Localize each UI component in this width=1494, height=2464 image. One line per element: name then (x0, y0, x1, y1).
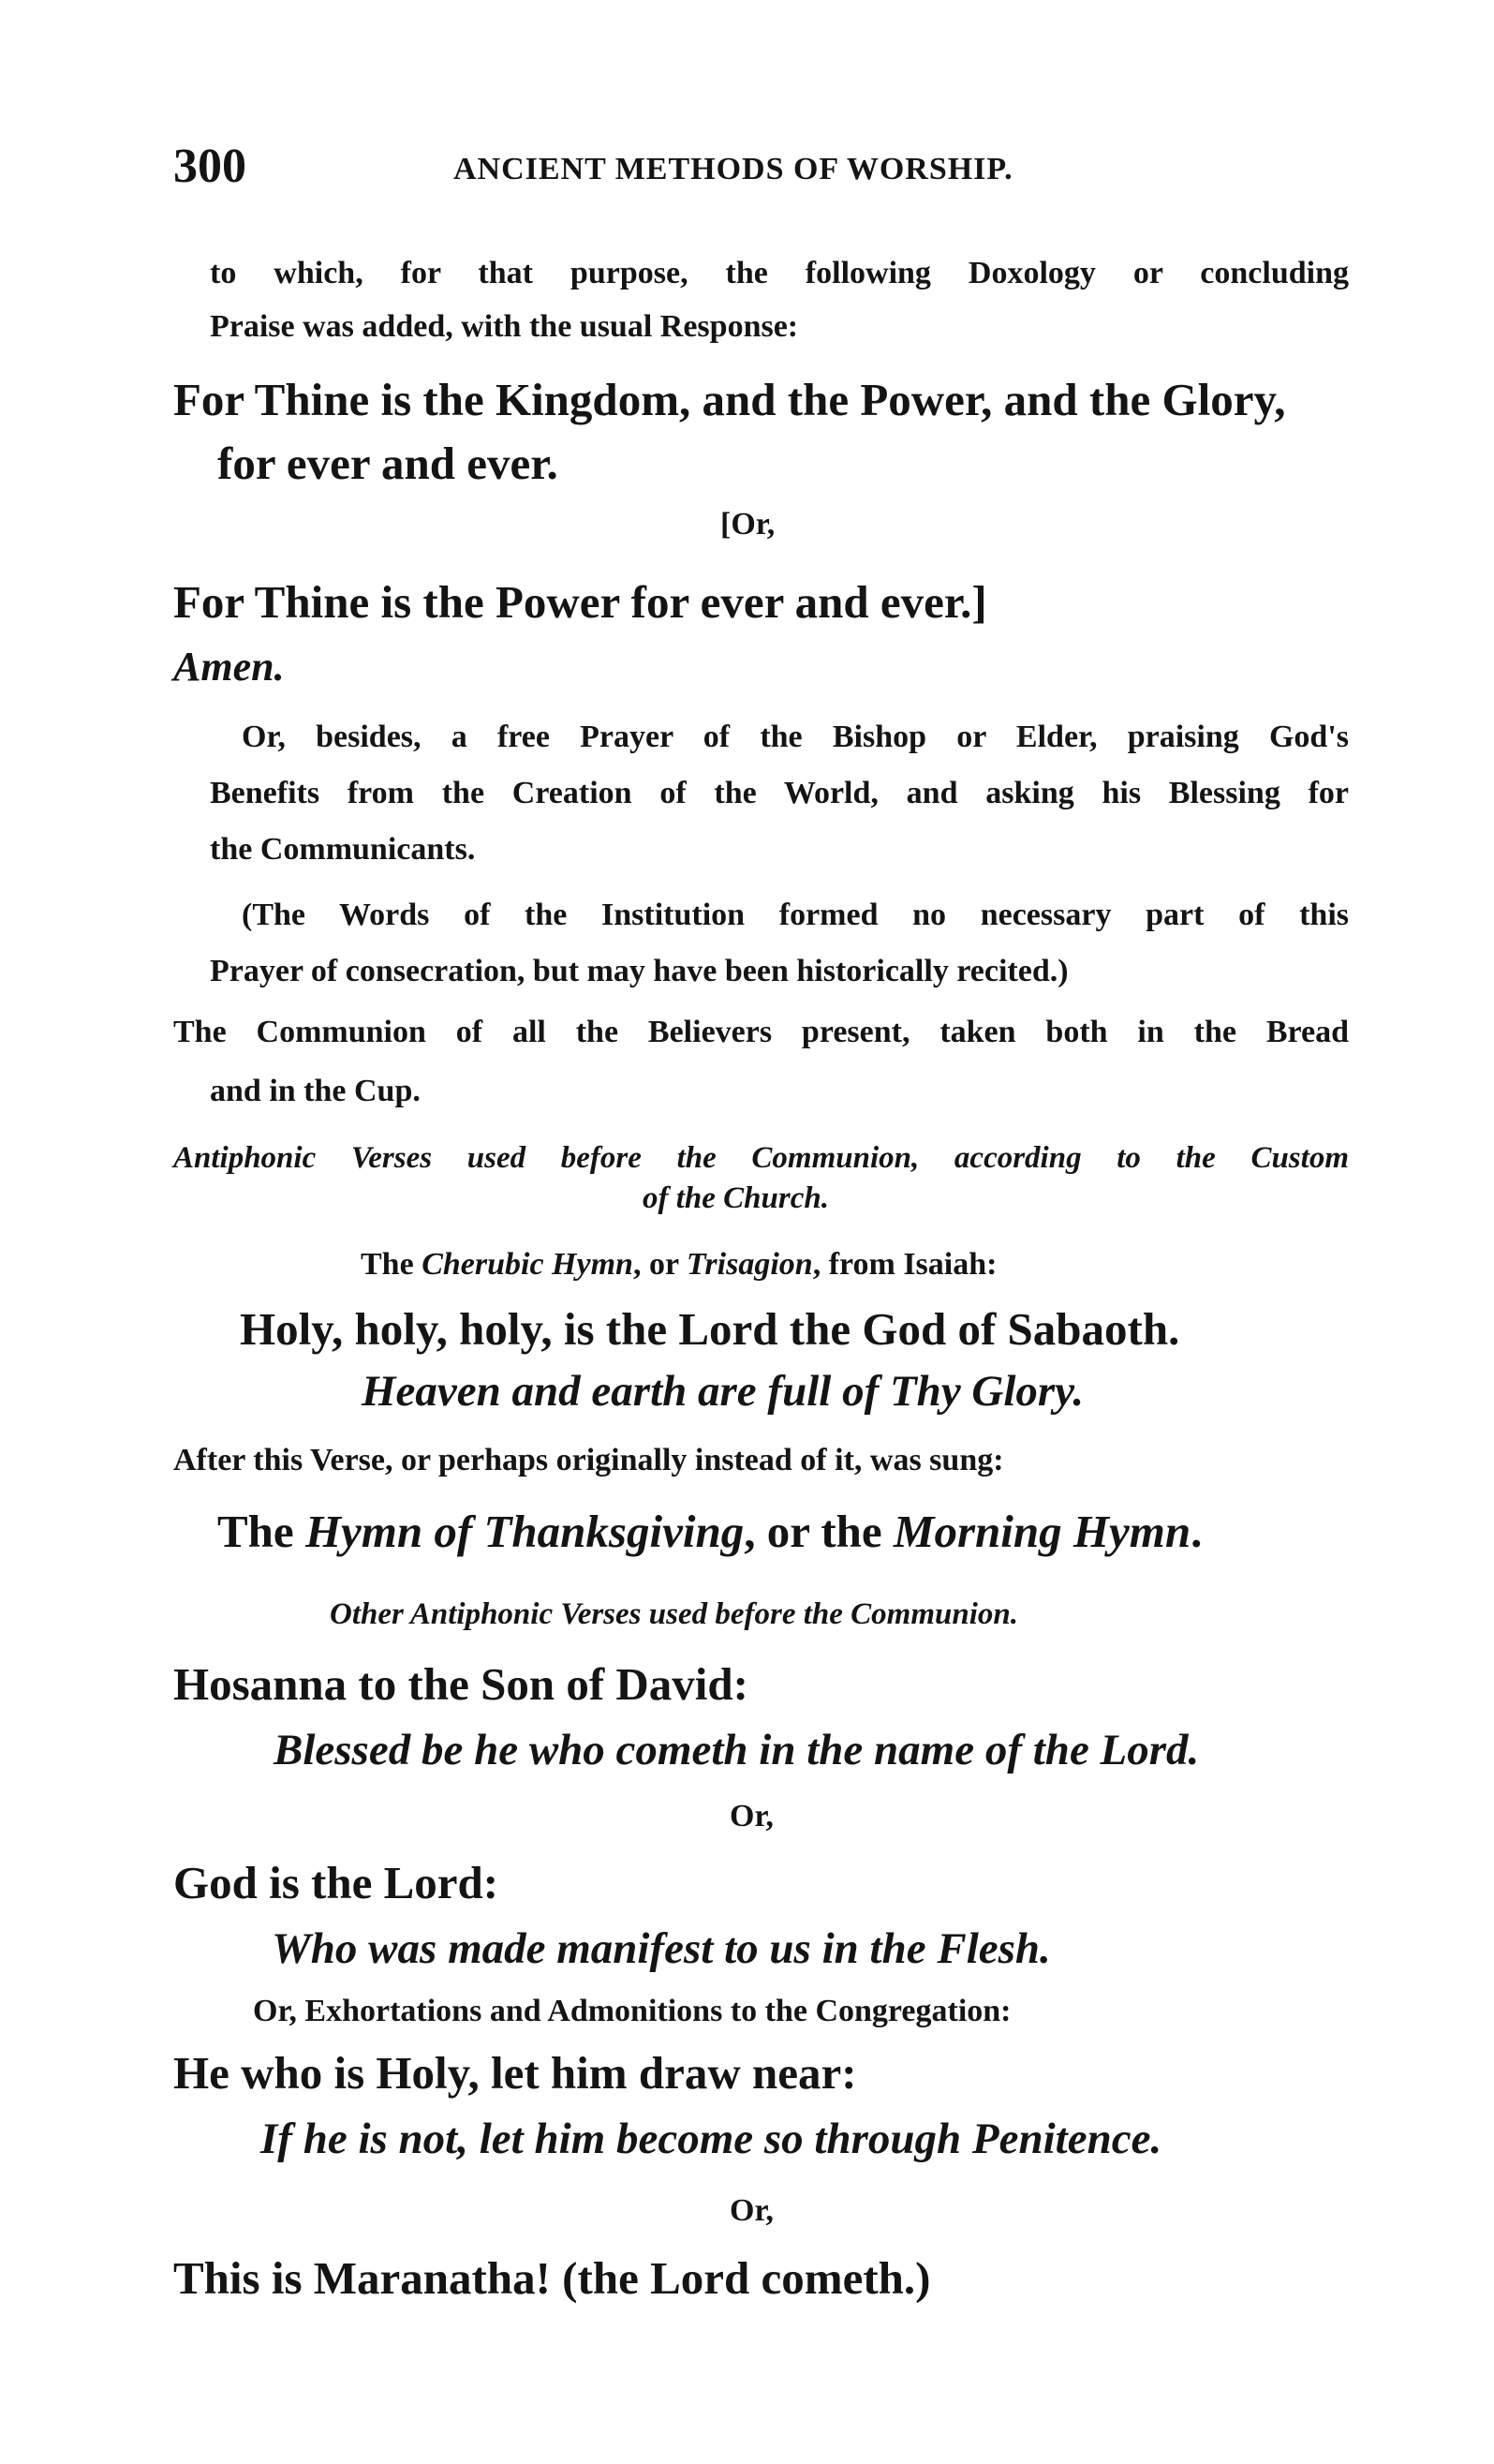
response-line: Blessed be he who cometh in the name of the Lord. (274, 1726, 1200, 1774)
amen-response: Amen. (173, 644, 285, 690)
or-marker: Or, (730, 1799, 774, 1833)
or-marker: Or, (730, 2193, 774, 2228)
verse-line: Hosanna to the Son of David: (173, 1658, 748, 1710)
response-line: If he is not, let him become so through Penitence. (260, 2115, 1162, 2163)
text-line: The Communion of all the Believers present, taken both in the Bread (173, 1015, 1349, 1049)
doxology-line: For Thine is the Kingdom, and the Power, and the Glory, (173, 374, 1286, 425)
doxology-line: For Thine is the Power for ever and ever.] (173, 576, 987, 628)
running-title: ANCIENT METHODS OF WORSHIP. (453, 152, 1013, 186)
page-number: 300 (173, 140, 246, 193)
text-line: Prayer of consecration, but may have been historically recited.) (210, 954, 1069, 988)
text-line: to which, for that purpose, the following Doxology or concluding (210, 256, 1349, 290)
response-line: Heaven and earth are full of Thy Glory. (362, 1367, 1085, 1416)
response-line: Who was made manifest to us in the Flesh. (272, 1924, 1051, 1973)
doxology-line: for ever and ever. (217, 438, 558, 489)
text-line: Praise was added, with the usual Response: (210, 309, 799, 344)
verse-line: Holy, holy, holy, is the Lord the God of Sabaoth. (240, 1303, 1180, 1355)
section-heading: Antiphonic Verses used before the Communion, according to the Custom (173, 1141, 1349, 1175)
section-heading: of the Church. (643, 1181, 829, 1215)
section-heading: Other Antiphonic Verses used before the Communion. (330, 1597, 1018, 1631)
verse-line: God is the Lord: (173, 1857, 499, 1908)
verse-line: He who is Holy, let him draw near: (173, 2047, 857, 2099)
text-line: After this Verse, or perhaps originally instead of it, was sung: (173, 1443, 1004, 1477)
text-line: Benefits from the Creation of the World, and asking his Blessing for (210, 776, 1349, 810)
verse-line: The Hymn of Thanksgiving, or the Morning Hymn. (217, 1506, 1203, 1557)
text-line: the Communicants. (210, 832, 476, 867)
text-line: and in the Cup. (210, 1074, 421, 1108)
or-marker: [Or, (720, 507, 776, 542)
verse-line: This is Maranatha! (the Lord cometh.) (173, 2252, 931, 2304)
text-line: The Cherubic Hymn, or Trisagion, from Isaiah: (361, 1247, 998, 1282)
text-line: Or, Exhortations and Admonitions to the Congregation: (253, 1994, 1012, 2028)
text-line: Or, besides, a free Prayer of the Bishop or Elder, praising God's (242, 720, 1349, 754)
text-line: (The Words of the Institution formed no necessary part of this (242, 898, 1349, 932)
